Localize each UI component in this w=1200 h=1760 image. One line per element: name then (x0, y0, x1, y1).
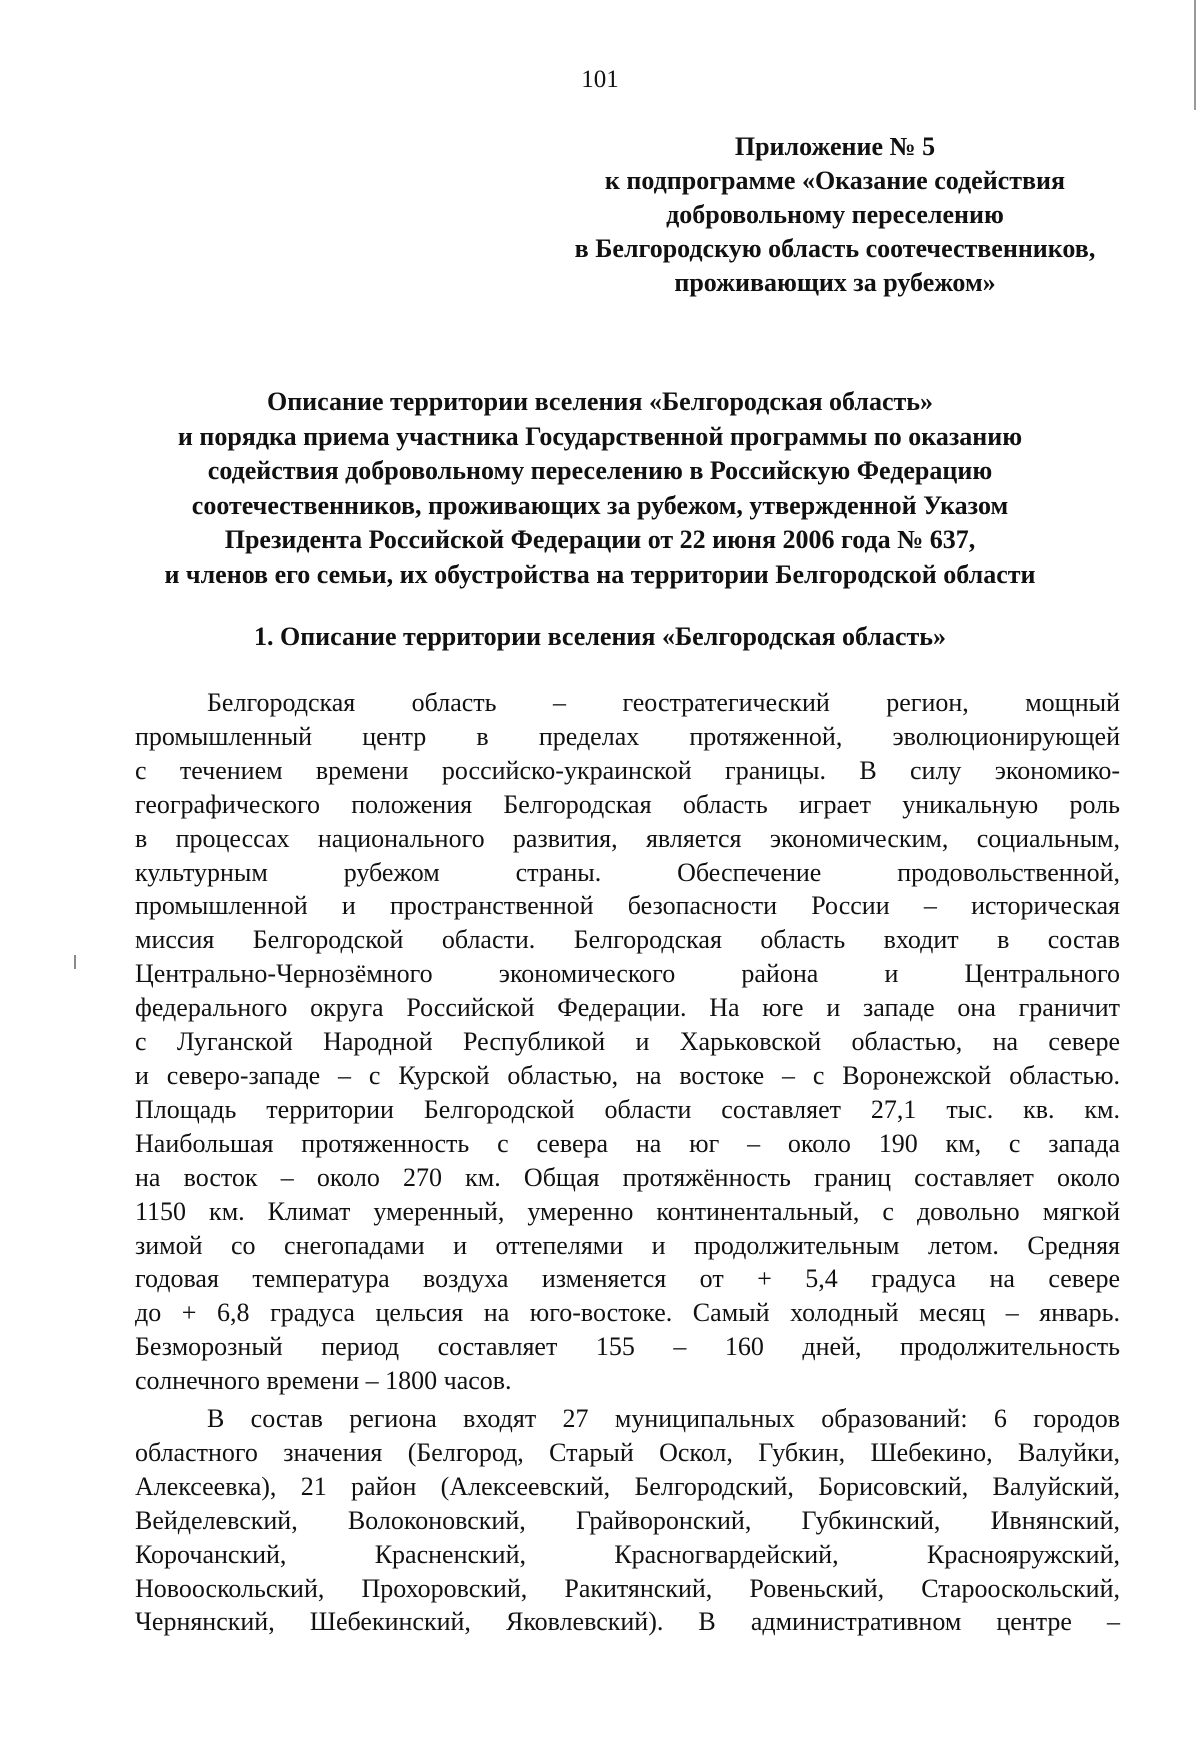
text-line: областного значения (Белгород, Старый Оскол, Губкин, Шебекино, Валуйки, (135, 1437, 1120, 1467)
text-line: и северо-западе – с Курской областью, на востоке – с Воронежской областью. (135, 1060, 1120, 1090)
text-line: федерального округа Российской Федерации. На юге и западе она граничит (135, 993, 1120, 1023)
text-line: зимой со снегопадами и оттепелями и продолжительным летом. Средняя (135, 1230, 1120, 1260)
paragraph-2 (135, 1402, 1120, 1639)
text-line: Центрально-Чернозёмного экономического района и Центрального (135, 959, 1120, 989)
appendix-line: в Белгородскую область соотечественников, (574, 234, 1096, 263)
document-title (100, 385, 1100, 592)
appendix-line: Приложение № 5 (734, 132, 936, 161)
text-line: Вейделевский, Волоконовский, Грайворонский, Губкинский, Ивнянский, (135, 1505, 1120, 1535)
text-line: Новооскольский, Прохоровский, Ракитянский, Ровеньский, Старооскольский, (135, 1573, 1120, 1603)
title-line: содействия добровольному переселению в Российскую Федерацию (207, 456, 993, 485)
text-line: Алексеевка), 21 район (Алексеевский, Белгородский, Борисовский, Валуйский, (135, 1471, 1120, 1501)
text-line: годовая температура воздуха изменяется от + 5,4 градуса на севере (135, 1264, 1120, 1294)
body-text (135, 686, 1120, 1639)
appendix-header (540, 130, 1130, 300)
text-line: на восток – около 270 км. Общая протяжённость границ составляет около (135, 1162, 1120, 1192)
text-line: солнечного времени – 1800 часов. (135, 1366, 512, 1396)
page-number: 101 (581, 66, 619, 93)
appendix-line: к подпрограмме «Оказание содействия (604, 166, 1066, 195)
text-line: Белгородская область – геостратегический регион, мощный (207, 688, 1120, 717)
scan-margin-mark (74, 955, 76, 969)
title-line: Президента Российской Федерации от 22 июня 2006 года № 637, (224, 525, 976, 554)
text-line: в процессах национального развития, является экономическим, социальным, (135, 823, 1120, 853)
paragraph-1 (135, 686, 1120, 1398)
section-heading: 1. Описание территории вселения «Белгородская область» (253, 622, 947, 651)
text-line: культурным рубежом страны. Обеспечение продовольственной, (135, 857, 1120, 887)
text-line: 1150 км. Климат умеренный, умеренно континентальный, с довольно мягкой (135, 1196, 1120, 1226)
text-line: с течением времени российско-украинской границы. В силу экономико- (135, 755, 1120, 785)
text-line: с Луганской Народной Республикой и Харьковской областью, на севере (135, 1027, 1120, 1057)
text-line: Чернянский, Шебекинский, Яковлевский). В административном центре – (135, 1607, 1120, 1637)
text-line: В состав региона входят 27 муниципальных образований: 6 городов (207, 1404, 1120, 1434)
text-line: Площадь территории Белгородской области составляет 27,1 тыс. кв. км. (135, 1094, 1120, 1124)
appendix-line: добровольному переселению (666, 200, 1004, 229)
text-line: Корочанский, Красненский, Красногвардейский, Краснояружский, (135, 1539, 1120, 1569)
text-line: Безморозный период составляет 155 – 160 дней, продолжительность (135, 1332, 1120, 1362)
text-line: до + 6,8 градуса цельсия на юго-востоке. Самый холодный месяц – январь. (135, 1298, 1120, 1328)
text-line: Наибольшая протяженность с севера на юг – около 190 км, с запада (135, 1128, 1120, 1158)
text-line: миссия Белгородской области. Белгородская область входит в состав (135, 925, 1120, 955)
text-line: промышленной и пространственной безопасности России – историческая (135, 891, 1120, 921)
text-line: географического положения Белгородская область играет уникальную роль (135, 789, 1120, 819)
appendix-line: проживающих за рубежом» (674, 268, 996, 297)
text-line: промышленный центр в пределах протяженной, эволюционирующей (135, 721, 1120, 751)
title-line: и членов его семьи, их обустройства на территории Белгородской области (164, 559, 1036, 589)
title-line: соотечественников, проживающих за рубежом, утвержденной Указом (191, 490, 1009, 520)
title-line: Описание территории вселения «Белгородская область» (266, 387, 934, 416)
title-line: и порядка приема участника Государственной программы по оказанию (177, 421, 1023, 451)
